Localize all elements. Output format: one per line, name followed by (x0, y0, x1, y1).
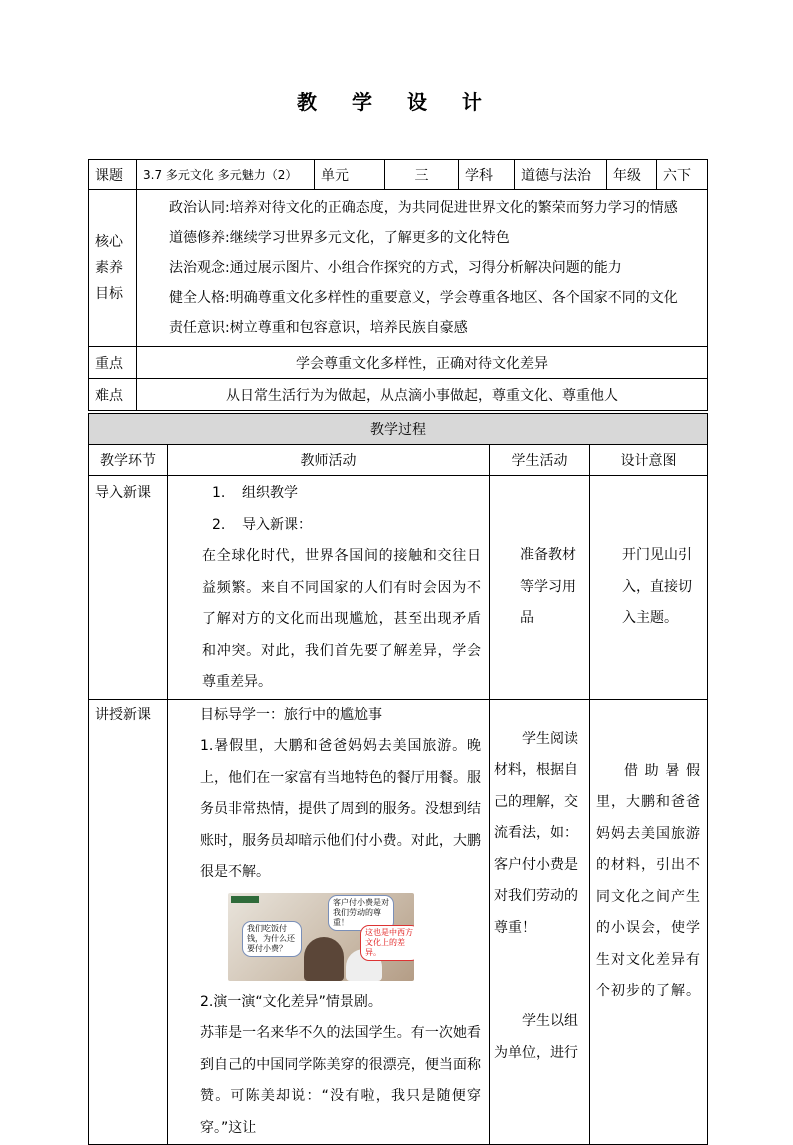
image-tag (231, 896, 259, 903)
speech-bubble: 这也是中西方文化上的差异。 (360, 925, 414, 961)
goal-item: 法治观念:通过展示图片、小组合作探究的方式，习得分析解决问题的能力 (169, 260, 622, 276)
table-row (89, 699, 708, 1145)
unit-value: 三 (385, 160, 459, 190)
process-heading: 教学过程 (89, 414, 708, 445)
goal-item: 责任意识:树立尊重和包容意识，培养民族自豪感 (169, 320, 468, 336)
tipping-scene-image (228, 893, 414, 981)
goal-item: 道德修养:继续学习世界多元文化，了解更多的文化特色 (169, 230, 510, 246)
difficult-point-label: 难点 (89, 379, 137, 411)
column-header: 教师活动 (168, 445, 490, 476)
intro-paragraph: 在全球化时代，世界各国间的接触和交往日益频繁。来自不同国家的人们有时会因为不了解对方的文化而出现尴尬，甚至出现矛盾和冲突。对此，我们首先要了解差异，学会尊重差异。 (202, 548, 481, 690)
goals-label: 核心素养目标 (89, 190, 137, 347)
topic-label: 课题 (89, 160, 137, 190)
design-intent-intro: 开门见山引入，直接切入主题。 (590, 476, 708, 700)
goal-item: 健全人格:明确尊重文化多样性的重要意义，学会尊重各地区、各个国家不同的文化 (169, 290, 678, 306)
student-activity-new (490, 699, 590, 1145)
grade-value: 六下 (657, 160, 708, 190)
goal-item: 政治认同:培养对待文化的正确态度，为共同促进世界文化的繁荣而努力学习的情感 (169, 200, 678, 216)
topic-value: 3.7 多元文化 多元魅力（2） (137, 160, 315, 190)
teacher-activity-new (168, 699, 490, 1145)
key-point-label: 重点 (89, 347, 137, 379)
unit-label: 单元 (315, 160, 385, 190)
speech-bubble: 我们吃饭付钱，为什么还要付小费？ (242, 921, 302, 957)
grade-label: 年级 (607, 160, 657, 190)
difficult-point-value: 从日常生活行为为做起，从点滴小事做起，尊重文化、尊重他人 (137, 379, 708, 411)
key-point-value: 学会尊重文化多样性，正确对待文化差异 (137, 347, 708, 379)
column-header: 学生活动 (490, 445, 590, 476)
subject-label: 学科 (459, 160, 515, 190)
page-title: 教 学 设 计 (297, 90, 496, 114)
story-paragraph: 1.暑假里，大鹏和爸爸妈妈去美国旅游。晚上，他们在一家富有当地特色的餐厅用餐。服务员非常热情，提供了周到的服务。没想到结账时，服务员却暗示他们付小费。对此，大鹏很是不解。 (200, 738, 481, 880)
stage-new: 讲授新课 (89, 699, 168, 1145)
column-header: 设计意图 (590, 445, 708, 476)
teaching-process-table (88, 413, 708, 1145)
lesson-info-table (88, 159, 708, 411)
goals-list (137, 190, 708, 347)
list-item: 1. 组织教学 (212, 485, 298, 501)
student-activity-group: 学生以组为单位，进行 (494, 1013, 578, 1061)
design-intent-new: 借助暑假里，大鹏和爸爸妈妈去美国旅游的材料，引出不同文化之间产生的小误会，使学生对文化差异有个初步的了解。 (590, 699, 708, 1145)
column-header: 教学环节 (89, 445, 168, 476)
table-row (89, 476, 708, 700)
student-activity-reading: 学生阅读材料，根据自己的理解，交流看法，如：客户付小费是对我们劳动的尊重！ (494, 730, 578, 936)
teacher-activity-intro (168, 476, 490, 700)
list-item: 2. 导入新课： (212, 516, 312, 533)
speech-bubble: 客户付小费是对我们劳动的尊重！ (328, 895, 394, 931)
skit-heading: 2.演一演“文化差异”情景剧。 (200, 993, 382, 1010)
goal-heading: 目标导学一：旅行中的尴尬事 (200, 706, 382, 723)
skit-paragraph: 苏菲是一名来华不久的法国学生。有一次她看到自己的中国同学陈美穿的很漂亮，便当面称赞。可陈美却说：“没有啦，我只是随便穿穿。”这让 (200, 1025, 481, 1136)
person-figure (304, 937, 344, 981)
subject-value: 道德与法治 (515, 160, 607, 190)
student-activity-intro: 准备教材等学习用品 (490, 476, 590, 700)
stage-intro: 导入新课 (89, 476, 168, 700)
